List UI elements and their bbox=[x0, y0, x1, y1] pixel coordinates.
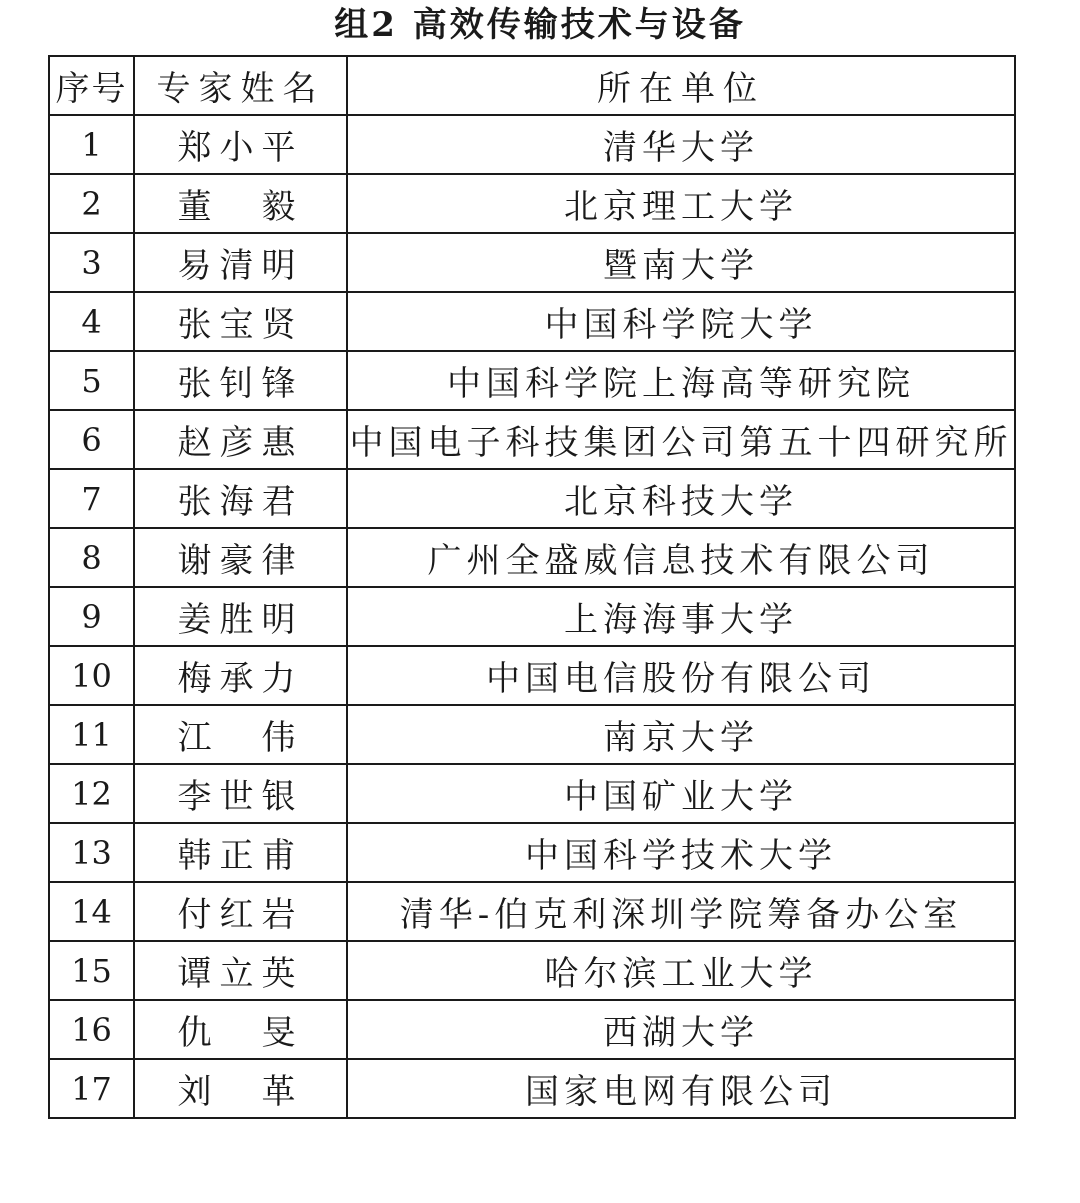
row-seq: 9 bbox=[49, 587, 134, 646]
header-seq: 序号 bbox=[49, 56, 134, 115]
row-name: 仇 旻 bbox=[134, 1000, 347, 1059]
header-name: 专家姓名 bbox=[134, 56, 347, 115]
row-name: 张宝贤 bbox=[134, 292, 347, 351]
row-seq: 13 bbox=[49, 823, 134, 882]
table-row bbox=[49, 469, 1015, 528]
table-row bbox=[49, 705, 1015, 764]
row-name: 谢豪律 bbox=[134, 528, 347, 587]
row-org: 西湖大学 bbox=[347, 1000, 1015, 1059]
row-name: 易清明 bbox=[134, 233, 347, 292]
row-org: 广州全盛威信息技术有限公司 bbox=[347, 528, 1015, 587]
header-org: 所在单位 bbox=[347, 56, 1015, 115]
table-body bbox=[49, 115, 1015, 1118]
row-seq: 10 bbox=[49, 646, 134, 705]
table-row bbox=[49, 115, 1015, 174]
row-seq: 7 bbox=[49, 469, 134, 528]
table-row bbox=[49, 292, 1015, 351]
header-row bbox=[49, 56, 1015, 115]
row-name: 董 毅 bbox=[134, 174, 347, 233]
row-org: 中国电子科技集团公司第五十四研究所 bbox=[347, 410, 1015, 469]
row-name: 姜胜明 bbox=[134, 587, 347, 646]
table-row bbox=[49, 1000, 1015, 1059]
row-seq: 5 bbox=[49, 351, 134, 410]
expert-table bbox=[48, 55, 1016, 1119]
document-title: 组2 高效传输技术与设备 bbox=[334, 5, 746, 45]
table-row bbox=[49, 528, 1015, 587]
row-org: 北京理工大学 bbox=[347, 174, 1015, 233]
row-org: 中国科学院大学 bbox=[347, 292, 1015, 351]
table-header bbox=[49, 56, 1015, 115]
table-row bbox=[49, 351, 1015, 410]
row-seq: 15 bbox=[49, 941, 134, 1000]
row-name: 韩正甫 bbox=[134, 823, 347, 882]
row-org: 中国科学技术大学 bbox=[347, 823, 1015, 882]
table-row bbox=[49, 174, 1015, 233]
row-name: 谭立英 bbox=[134, 941, 347, 1000]
table-row bbox=[49, 823, 1015, 882]
row-org: 中国电信股份有限公司 bbox=[347, 646, 1015, 705]
table-row bbox=[49, 941, 1015, 1000]
row-seq: 17 bbox=[49, 1059, 134, 1118]
row-seq: 8 bbox=[49, 528, 134, 587]
row-name: 郑小平 bbox=[134, 115, 347, 174]
row-name: 付红岩 bbox=[134, 882, 347, 941]
table-row bbox=[49, 410, 1015, 469]
table-row bbox=[49, 882, 1015, 941]
table-row bbox=[49, 587, 1015, 646]
row-seq: 6 bbox=[49, 410, 134, 469]
row-name: 赵彦惠 bbox=[134, 410, 347, 469]
row-seq: 2 bbox=[49, 174, 134, 233]
row-org: 清华-伯克利深圳学院筹备办公室 bbox=[347, 882, 1015, 941]
table-row bbox=[49, 646, 1015, 705]
row-seq: 16 bbox=[49, 1000, 134, 1059]
row-org: 北京科技大学 bbox=[347, 469, 1015, 528]
table-row bbox=[49, 233, 1015, 292]
row-seq: 12 bbox=[49, 764, 134, 823]
row-name: 张钊锋 bbox=[134, 351, 347, 410]
row-seq: 11 bbox=[49, 705, 134, 764]
row-name: 张海君 bbox=[134, 469, 347, 528]
row-org: 国家电网有限公司 bbox=[347, 1059, 1015, 1118]
row-org: 哈尔滨工业大学 bbox=[347, 941, 1015, 1000]
row-org: 中国科学院上海高等研究院 bbox=[347, 351, 1015, 410]
row-org: 中国矿业大学 bbox=[347, 764, 1015, 823]
row-org: 上海海事大学 bbox=[347, 587, 1015, 646]
row-name: 江 伟 bbox=[134, 705, 347, 764]
row-name: 梅承力 bbox=[134, 646, 347, 705]
row-org: 暨南大学 bbox=[347, 233, 1015, 292]
table-row bbox=[49, 1059, 1015, 1118]
row-seq: 14 bbox=[49, 882, 134, 941]
row-seq: 4 bbox=[49, 292, 134, 351]
row-org: 南京大学 bbox=[347, 705, 1015, 764]
row-seq: 3 bbox=[49, 233, 134, 292]
row-name: 刘 革 bbox=[134, 1059, 347, 1118]
row-org: 清华大学 bbox=[347, 115, 1015, 174]
table-row bbox=[49, 764, 1015, 823]
row-seq: 1 bbox=[49, 115, 134, 174]
row-name: 李世银 bbox=[134, 764, 347, 823]
